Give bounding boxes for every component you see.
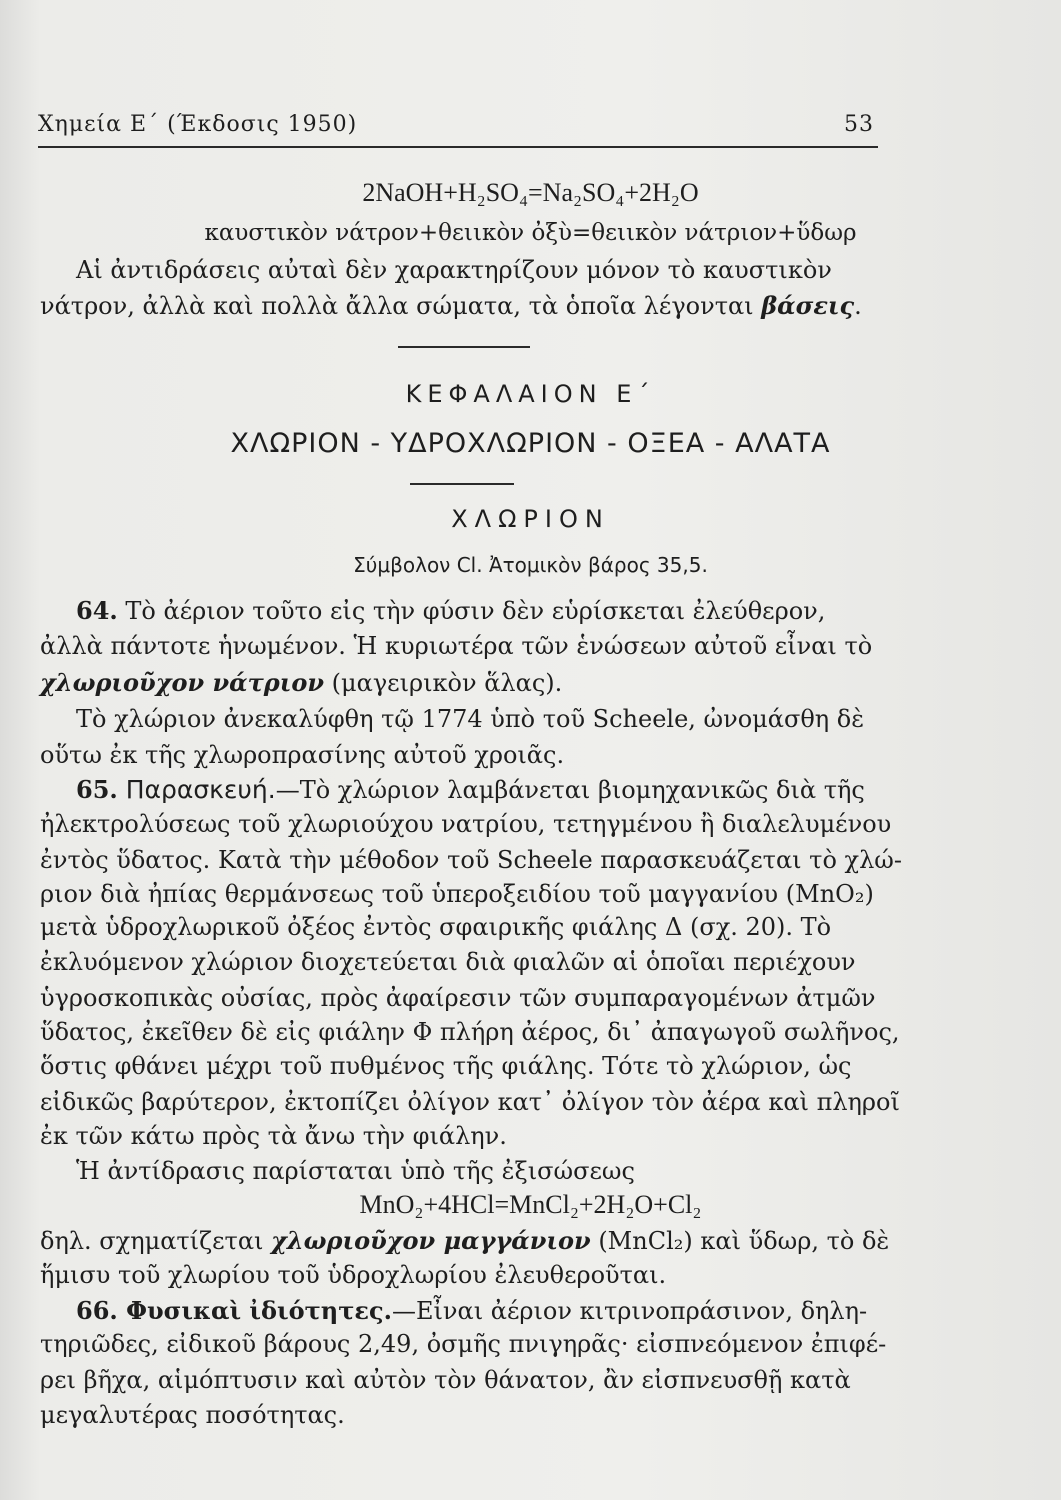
- intro-text: νάτρον, ἀλλὰ καὶ πολλὰ ἄλλα σώματα, τὰ ὁποῖα λέγονται: [40, 292, 762, 320]
- p65-line-6: ἐκλυόμενον χλώριον διοχετεύεται διὰ φιαλῶν αἱ ὁποῖαι περιέχουν: [40, 948, 856, 976]
- p64-line-3: [40, 668, 562, 697]
- p65-text-13b: (MnCl₂) καὶ ὕδωρ, τὸ δὲ: [590, 1227, 890, 1255]
- intro-line-1: Αἱ ἀντιδράσεις αὐταὶ δὲν χαρακτηρίζουν μόνον τὸ καυστικὸν: [76, 256, 832, 284]
- p65-line-8: ὕδατος, ἐκεῖθεν δὲ εἰς φιάλην Φ πλήρη ἀέρος, δι᾽ ἀπαγωγοῦ σωλῆνος,: [40, 1018, 900, 1046]
- p65-text-1: —Τὸ χλώριον λαμβάνεται βιομηχανικῶς διὰ τῆς: [275, 776, 865, 804]
- p66-text-1: —Εἶναι ἀέριον κιτρινοπράσινον, δηλη-: [391, 1297, 868, 1325]
- p64-line-2: ἀλλὰ πάντοτε ἡνωμένον. Ἡ κυριωτέρα τῶν ἑνώσεων αὐτοῦ εἶναι τὸ: [40, 632, 873, 660]
- p65-line-2: ἠλεκτρολύσεως τοῦ χλωριούχου νατρίου, τετηγμένου ἢ διαλελυμένου: [40, 810, 892, 838]
- p65-line-12: Ἡ ἀντίδρασις παρίσταται ὑπὸ τῆς ἐξισώσεως: [76, 1157, 635, 1185]
- equation-naoh: 2NaOH+H₂SO₄=Na₂SO₄+2H₂O: [362, 178, 699, 207]
- header-title: Χημεία Ε΄ (Έκδοσις 1950): [38, 112, 358, 137]
- p66-line-2: τηριῶδες, εἰδικοῦ βάρους 2,49, ὀσμῆς πνιγηρᾶς· εἰσπνεόμενον ἐπιφέ-: [40, 1330, 887, 1358]
- divider-2: [410, 483, 514, 485]
- p66-line-3: ρει βῆχα, αἱμόπτυσιν καὶ αὐτὸν τὸν θάνατον, ἂν εἰσπνευσθῇ κατὰ: [40, 1366, 851, 1394]
- p66-line-1: [76, 1296, 867, 1325]
- equation-naoh-words: καυστικὸν νάτρον+θειικὸν ὀξὺ=θειικὸν νάτριον+ὕδωρ: [204, 220, 857, 246]
- p65-text-13a: δηλ. σχηματίζεται: [40, 1227, 272, 1255]
- p66-line-4: μεγαλυτέρας ποσότητας.: [40, 1401, 345, 1429]
- p65-line-14: ἥμισυ τοῦ χλωρίου τοῦ ὑδροχλωρίου ἐλευθεροῦται.: [40, 1261, 667, 1289]
- term-baseis: βάσεις: [761, 291, 855, 320]
- p65-line-11: ἐκ τῶν κάτω πρὸς τὰ ἄνω τὴν φιάλην.: [40, 1122, 507, 1150]
- divider-1: [398, 346, 530, 348]
- p65-heading: Παρασκευή.: [117, 775, 276, 804]
- p65-line-1: [76, 775, 865, 804]
- page-number: 53: [844, 112, 874, 137]
- symbol-line: Σύμβολον Cl. Ἀτομικὸν βάρος 35,5.: [353, 553, 708, 577]
- p65-line-7: ὑγροσκοπικὰς οὐσίας, πρὸς ἀφαίρεσιν τῶν συμπαραγομένων ἀτμῶν: [40, 984, 876, 1012]
- running-header: [38, 112, 878, 148]
- p64-text-1: Τὸ ἀέριον τοῦτο εἰς τὴν φύσιν δὲν εὑρίσκεται ἐλεύθερον,: [117, 597, 826, 625]
- section-title: ΧΛΩΡΙΟΝ: [451, 505, 610, 533]
- p64-number: 64.: [76, 596, 118, 625]
- term-sodium-chloride: χλωριοῦχον νάτριον: [40, 668, 325, 697]
- p64-line-1: [76, 596, 825, 625]
- p65-line-9: ὅστις φθάνει μέχρι τοῦ πυθμένος τῆς φιάλης. Τότε τὸ χλώριον, ὡς: [40, 1052, 852, 1080]
- p64-line-4: Τὸ χλώριον ἀνεκαλύφθη τῷ 1774 ὑπὸ τοῦ Scheele, ὠνομάσθη δὲ: [76, 705, 865, 733]
- chapter-label: ΚΕΦΑΛΑΙΟΝ Ε΄: [405, 380, 656, 408]
- p66-heading: Φυσικαὶ ἰδιότητες.: [117, 1296, 392, 1325]
- p65-line-5: μετὰ ὑδροχλωρικοῦ ὀξέος ἐντὸς σφαιρικῆς φιάλης Δ (σχ. 20). Τὸ: [40, 913, 832, 941]
- p64-line-5: οὕτω ἐκ τῆς χλωροπρασίνης αὐτοῦ χροιᾶς.: [40, 741, 565, 769]
- p64-text-3: (μαγειρικὸν ἅλας).: [324, 669, 563, 697]
- intro-line-2: [40, 291, 862, 320]
- p65-number: 65.: [76, 775, 118, 804]
- equation-mno2: MnO₂+4HCl=MnCl₂+2H₂O+Cl₂: [359, 1190, 702, 1219]
- term-manganese-chloride: χλωριοῦχον μαγγάνιον: [271, 1226, 591, 1255]
- p65-line-3: ἐντὸς ὕδατος. Κατὰ τὴν μέθοδον τοῦ Scheele παρασκευάζεται τὸ χλώ-: [40, 846, 902, 874]
- p65-line-10: εἰδικῶς βαρύτερον, ἐκτοπίζει ὀλίγον κατ᾽ ὀλίγον τὸν ἀέρα καὶ πληροῖ: [40, 1088, 900, 1116]
- p65-line-4: ριον διὰ ἠπίας θερμάνσεως τοῦ ὑπεροξειδίου τοῦ μαγγανίου (MnO₂): [40, 880, 874, 908]
- p66-number: 66.: [76, 1296, 118, 1325]
- intro-period: .: [854, 292, 862, 320]
- chapter-title: ΧΛΩΡΙΟΝ - ΥΔΡΟΧΛΩΡΙΟΝ - ΟΞΕΑ - ΑΛΑΤΑ: [230, 428, 831, 459]
- p65-line-13: [40, 1226, 889, 1255]
